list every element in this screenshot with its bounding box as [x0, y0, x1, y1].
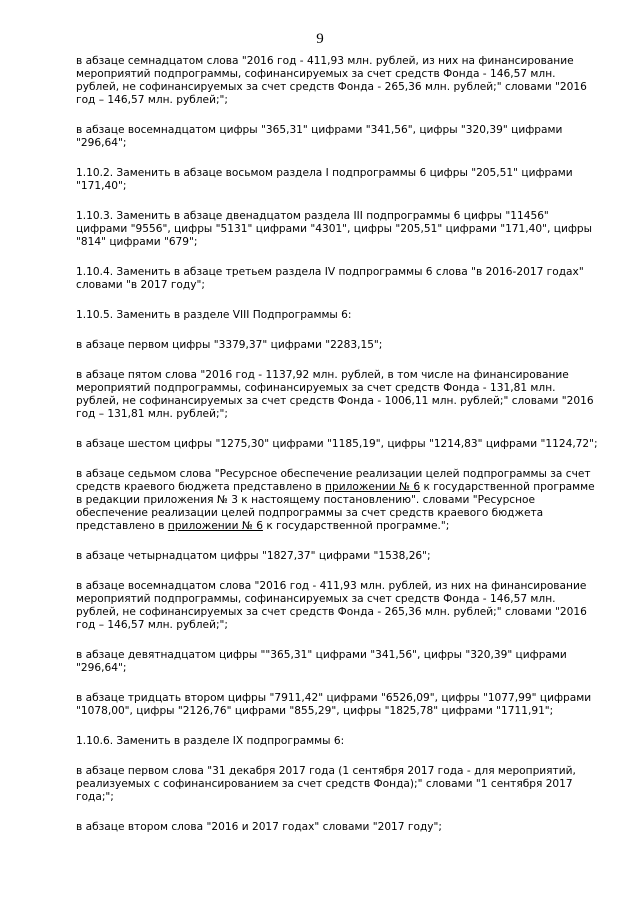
paragraph-17: в абзаце втором слова "2016 и 2017 годах" словами "2017 году";	[76, 821, 442, 833]
appendix-6-link-2[interactable]: приложении № 6	[167, 520, 263, 532]
paragraph-15: 1.10.6. Заменить в разделе IX подпрограммы 6:	[76, 735, 345, 747]
paragraph-14: в абзаце тридцать втором цифры "7911,42" цифрами "6526,09", цифры "1077,99" цифрами "1078,00", цифры "2126,76" цифрами "855,29", цифры "1825,78" цифрами "1711,91";	[76, 692, 592, 717]
paragraph-11: в абзаце четырнадцатом цифры "1827,37" цифрами "1538,26";	[76, 550, 431, 562]
paragraph-10-part-1: в абзаце седьмом слова "Ресурсное обеспечение реализации целей подпрограммы за счет средств краевого бюджета представлено в	[76, 468, 591, 493]
paragraph-8: в абзаце пятом слова "2016 год - 1137,92 млн. рублей, в том числе на финансирование мероприятий подпрограммы, софинансируемых за счет средств Фонда - 131,81 млн. рублей, не софинансируемых за счет средств Фонда - 1006,11 млн. рублей;" словами "2016 год – 131,81 млн. рублей;";	[76, 369, 594, 420]
paragraph-10-part-2: к государственной программе в редакции приложения № 3 к настоящему постановлению". словами "Ресурсное обеспечение реализации целей подпрограммы за счет средств краевого бюджета представлено в	[76, 481, 595, 532]
appendix-6-link[interactable]: приложении № 6	[325, 481, 421, 493]
paragraph-10-part-3: к государственной программе.";	[262, 520, 450, 532]
paragraph-7: в абзаце первом цифры "3379,37" цифрами "2283,15";	[76, 339, 383, 351]
paragraph-12: в абзаце восемнадцатом слова "2016 год - 411,93 млн. рублей, из них на финансирование мероприятий подпрограммы, софинансируемых за счет средств Фонда - 146,57 млн. рублей, не софинансируемых за счет средств Фонда - 265,36 млн. рублей;" словами "2016 год – 146,57 млн. рублей;";	[76, 580, 587, 631]
paragraph-5: 1.10.4. Заменить в абзаце третьем раздела IV подпрограммы 6 слова "в 2016-2017 годах" словами "в 2017 году";	[76, 266, 584, 291]
paragraph-9: в абзаце шестом цифры "1275,30" цифрами "1185,19", цифры "1214,83" цифрами "1124,72";	[76, 438, 598, 450]
paragraph-3: 1.10.2. Заменить в абзаце восьмом раздела I подпрограммы 6 цифры "205,51" цифрами "171,40";	[76, 167, 573, 192]
paragraph-13: в абзаце девятнадцатом цифры ""365,31" цифрами "341,56", цифры "320,39" цифрами "296,64";	[76, 649, 567, 674]
paragraph-10	[76, 468, 600, 533]
paragraph-1: в абзаце семнадцатом слова "2016 год - 411,93 млн. рублей, из них на финансирование мероприятий подпрограммы, софинансируемых за счет средств Фонда - 146,57 млн. рублей, не софинансируемых за счет средств Фонда - 265,36 млн. рублей;" словами "2016 год – 146,57 млн. рублей;";	[76, 55, 587, 106]
paragraph-6: 1.10.5. Заменить в разделе VIII Подпрограммы 6:	[76, 309, 352, 321]
page-number: 9	[316, 31, 324, 47]
paragraph-16: в абзаце первом слова "31 декабря 2017 года (1 сентября 2017 года - для мероприятий, реализуемых с софинансированием за счет средств Фонда);" словами "1 сентября 2017 года;";	[76, 765, 576, 803]
paragraph-2: в абзаце восемнадцатом цифры "365,31" цифрами "341,56", цифры "320,39" цифрами "296,64";	[76, 124, 563, 149]
paragraph-4: 1.10.3. Заменить в абзаце двенадцатом раздела III подпрограммы 6 цифры "11456" цифрами "9556", цифры "5131" цифрами "4301", цифры "205,51" цифрами "171,40", цифры "814" цифрами "679";	[76, 210, 592, 248]
document-body	[76, 55, 600, 851]
